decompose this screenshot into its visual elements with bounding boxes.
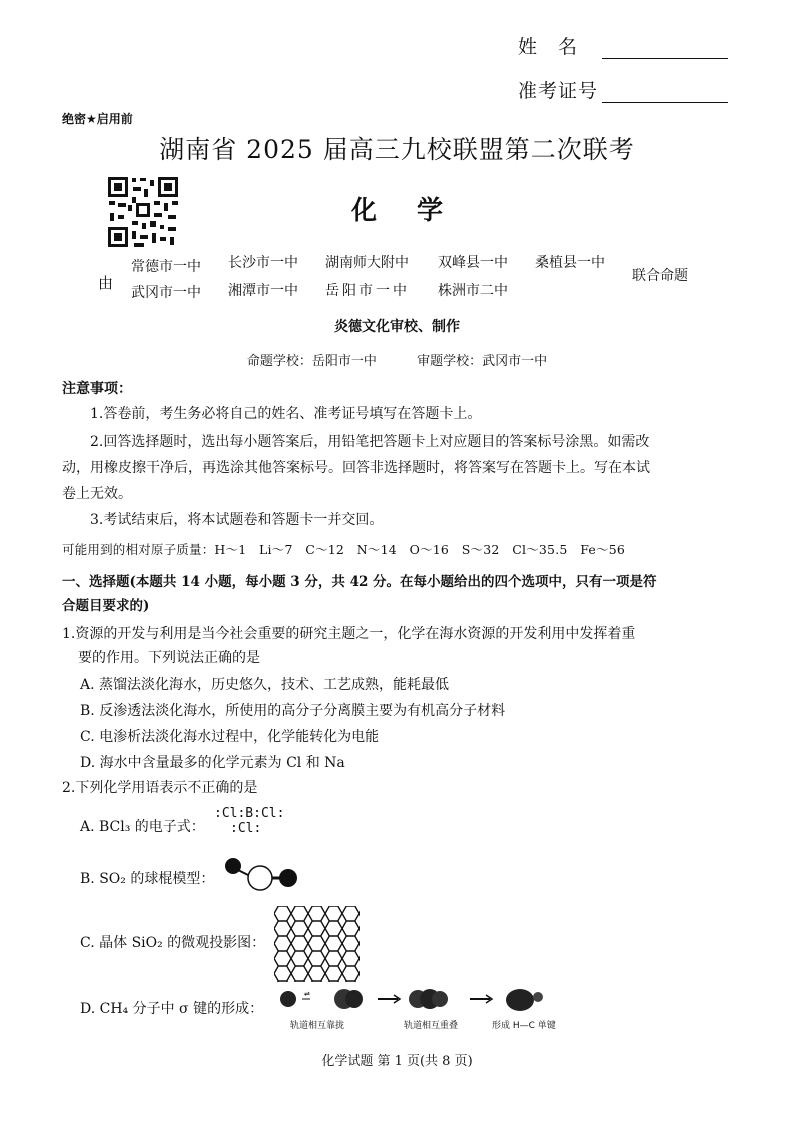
d-caption-3: 形成 H—C 单键 [492,1021,556,1031]
q2-option-b: B. SO₂ 的球棍模型： [80,871,215,887]
page-footer: 化学试题 第 1 页(共 8 页) [321,1054,473,1069]
section-heading-line1: 一、选择题(本题共 14 小题，每小题 3 分，共 42 分。在每小题给出的四个选项中，只有一项是符 [62,574,657,590]
atomic-masses: 可能用到的相对原子质量：H～1 Li～7 C～12 N～14 O～16 S～32 Cl～35.5 Fe～56 [62,542,626,557]
q1-option-b: B. 反渗透法淡化海水，所使用的高分子分离膜主要为有机高分子材料 [80,703,506,719]
schools-prefix: 由 [98,274,114,292]
bcl3-electron-formula [214,806,284,836]
note-item-1: 1.答卷前，考生务必将自己的姓名、准考证号填写在答题卡上。 [90,406,482,422]
so2-ball-stick-model-icon [222,856,300,892]
d-caption-2: 轨道相互重叠 [404,1021,459,1031]
reviewing-school: 审题学校：武冈市一中 [417,354,548,369]
school-row2-4: 株洲市二中 [438,283,508,299]
q2-option-d: D. CH₄ 分子中 σ 键的形成： [80,1001,264,1017]
name-field[interactable] [518,32,728,59]
subject-title: 化学 [350,196,483,226]
note-item-2b: 动，用橡皮擦干净后，再选涂其他答案标号。回答非选择题时，将答案写在答题卡上。写在本试 [62,460,650,476]
svg-text:⇌: ⇌ [304,990,310,998]
proposer-line [0,350,794,369]
d-caption-1: 轨道相互靠拢 [290,1021,345,1031]
q1-option-a: A. 蒸馏法淡化海水，历史悠久，技术、工艺成熟，能耗最低 [80,677,450,693]
joint-proposition-label: 联合命题 [632,268,688,284]
section-heading [62,570,734,618]
proposing-school: 命题学校：岳阳市一中 [246,354,377,369]
electron-formula-bottom: :Cl: [230,821,262,836]
school-row1-5: 桑植县一中 [535,255,605,271]
secret-mark: 绝密★启用前 [62,112,133,126]
school-row2-2: 湘潭市一中 [228,283,298,299]
q2-stem: 2.下列化学用语表示不正确的是 [62,780,258,796]
note-item-2c: 卷上无效。 [62,486,132,502]
school-row1-4: 双峰县一中 [438,255,508,271]
school-row2-3: 岳阳市一中 [325,283,410,299]
school-row1-3: 湖南师大附中 [325,255,409,271]
q2-option-a: A. BCl₃ 的电子式： [80,819,205,835]
exam-number-field[interactable] [518,76,728,103]
q2-option-c: C. 晶体 SiO₂ 的微观投影图： [80,935,266,951]
sigma-bond-formation-icon [274,985,564,1015]
school-row1-2: 长沙市一中 [228,255,298,271]
q1-option-c: C. 电渗析法淡化海水过程中，化学能转化为电能 [80,729,380,745]
q1-stem-line2: 要的作用。下列说法正确的是 [78,650,260,666]
exam-number-label: 准考证号 [518,80,599,102]
section-heading-line2: 合题目要求的) [62,598,150,614]
school-row1-1: 常德市一中 [131,259,201,275]
school-row2-1: 武冈市一中 [131,285,201,301]
sio2-projection-icon [274,906,360,982]
notes-heading: 注意事项： [62,381,132,397]
note-item-3: 3.考试结束后，将本试题卷和答题卡一并交回。 [90,512,384,528]
q1-option-d: D. 海水中含量最多的化学元素为 Cl 和 Na [80,755,345,771]
q1-stem-line1: 1.资源的开发与利用是当今社会重要的研究主题之一，化学在海水资源的开发利用中发挥着重 [62,626,636,642]
note-item-2a: 2.回答选择题时，选出每小题答案后，用铅笔把答题卡上对应题目的答案标号涂黑。如需改 [90,434,650,450]
electron-formula-top: :Cl:B:Cl: [214,806,285,821]
producer-line: 炎德文化审校、制作 [334,319,460,335]
name-label: 姓 名 [518,36,579,58]
name-blank-line [602,40,728,59]
exam-title: 湖南省 2025 届高三九校联盟第二次联考 [159,135,635,164]
exam-number-blank-line [602,84,728,103]
